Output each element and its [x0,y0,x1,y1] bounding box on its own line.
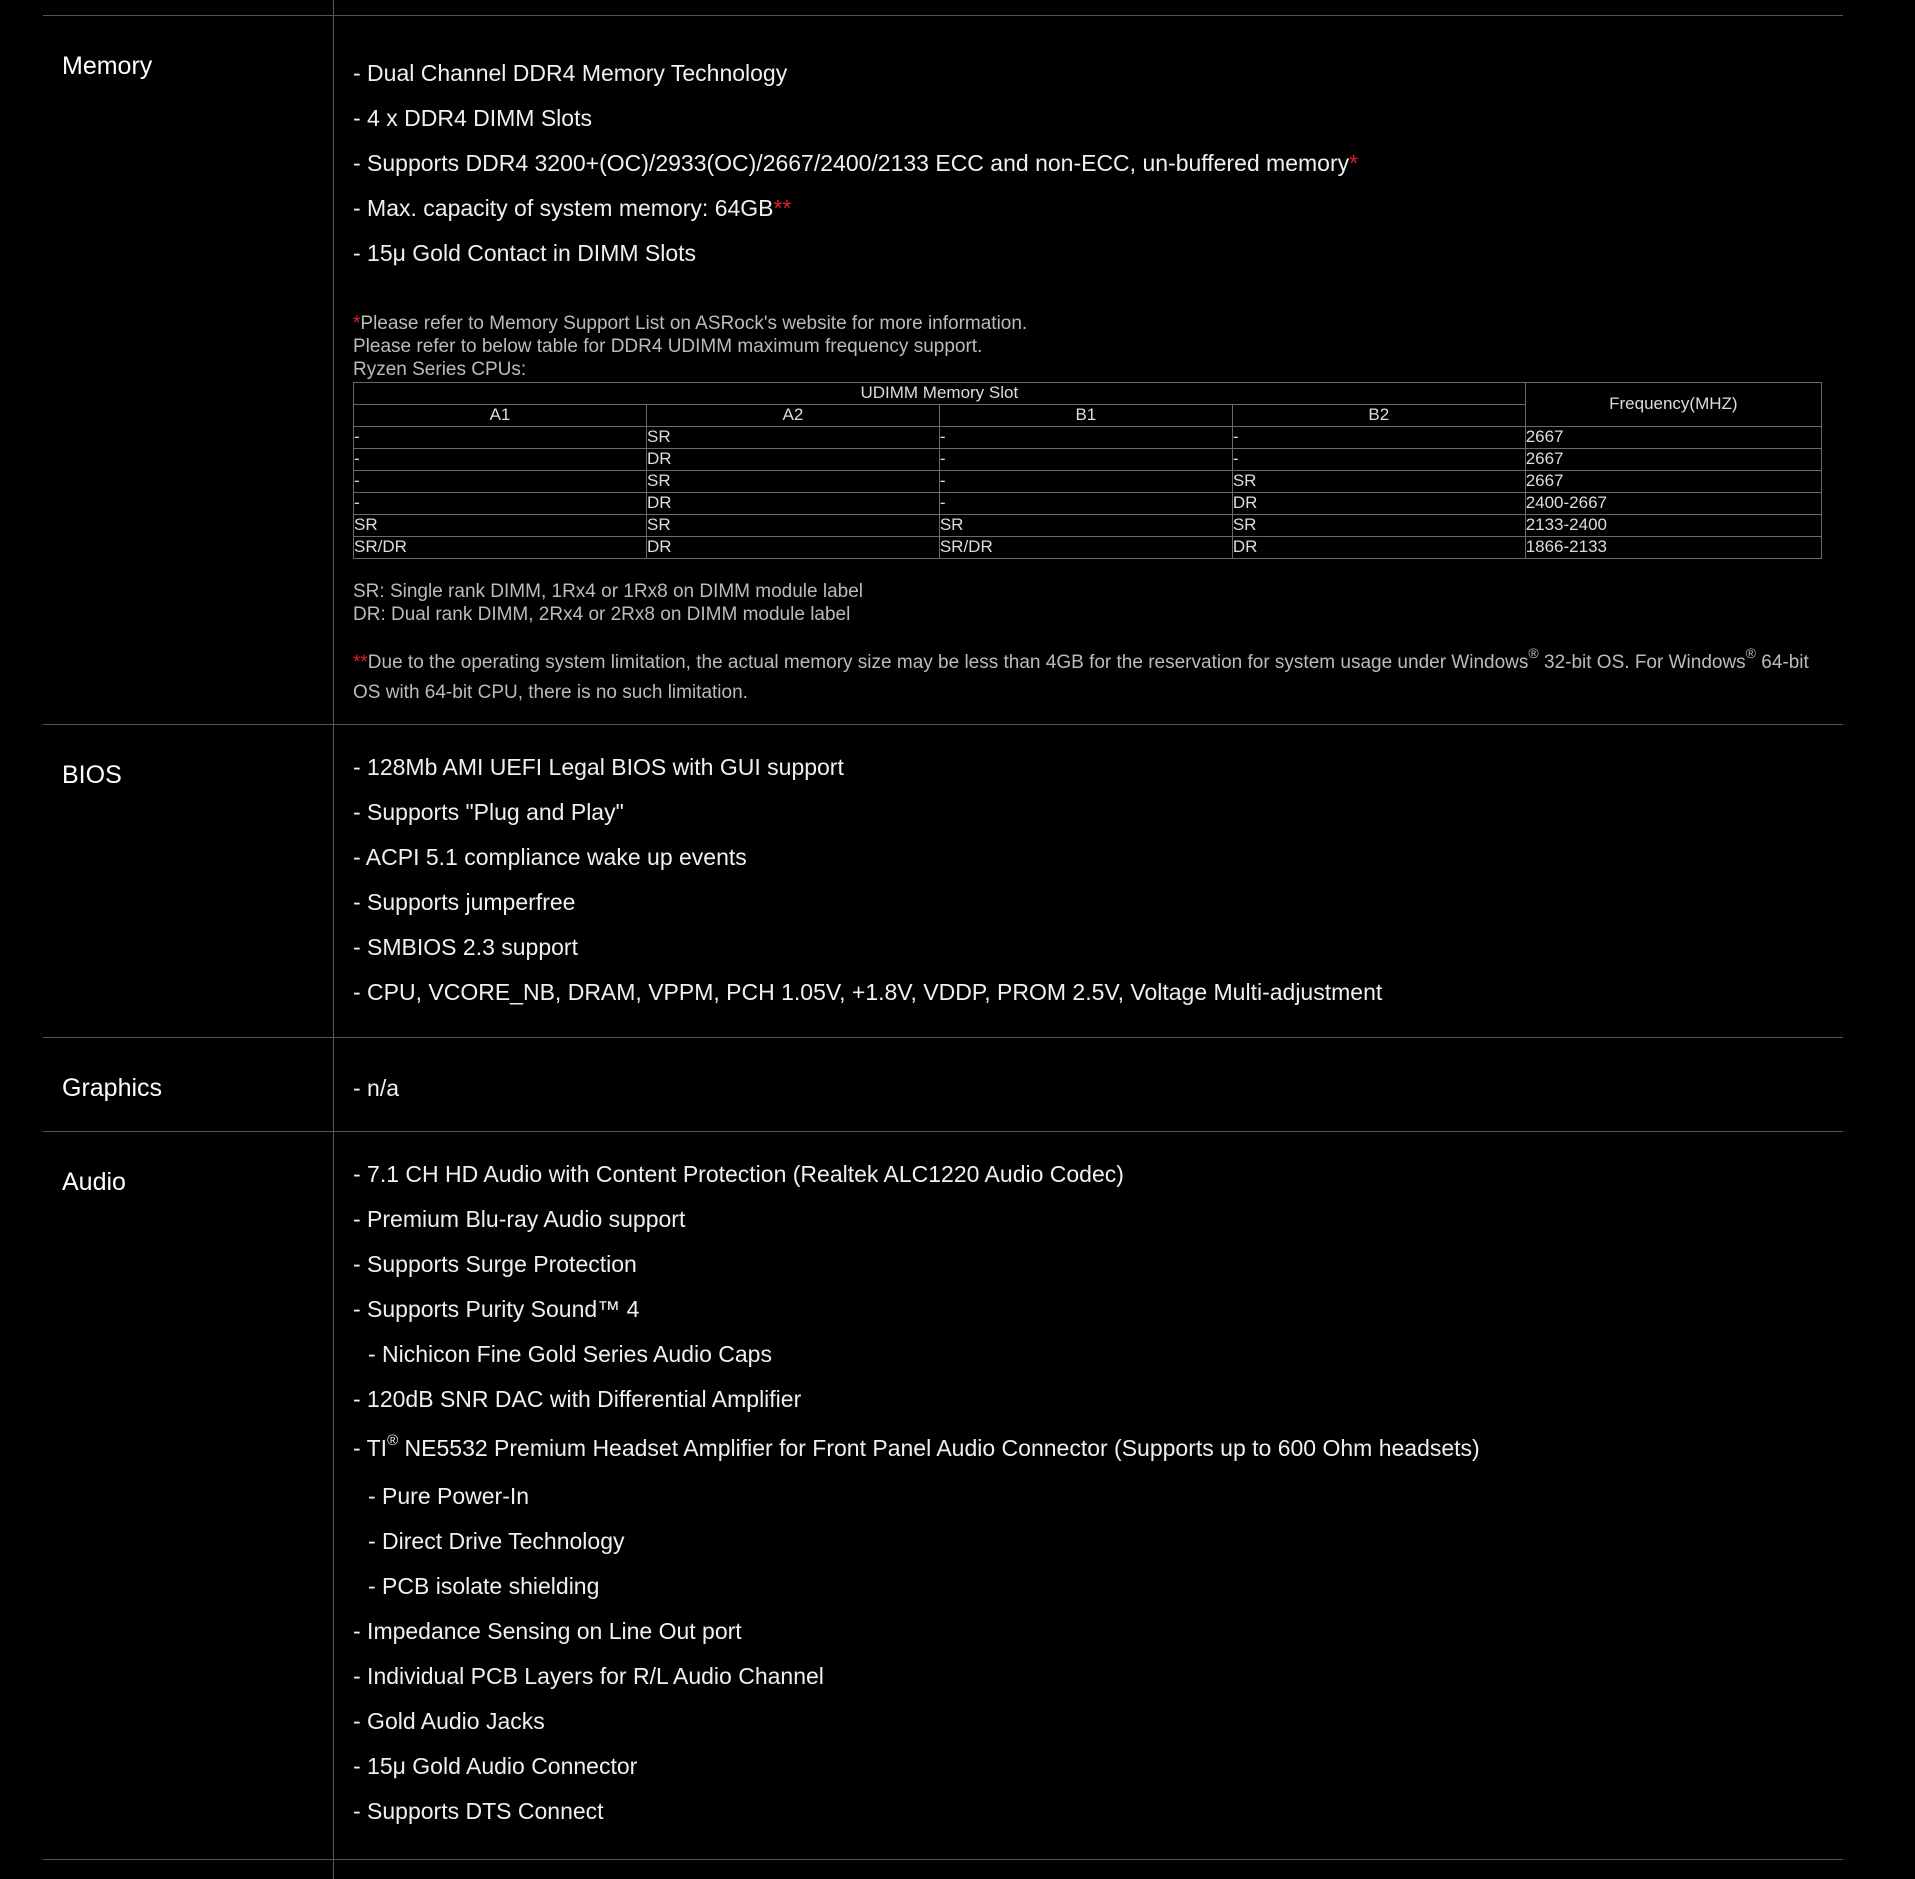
registered-mark: ® [1745,645,1756,662]
udimm-frequency-table [353,382,1822,559]
spec-row-audio [43,1131,1843,1859]
spec-value-memory [334,15,1844,724]
audio-ti-text: - TI [353,1434,388,1461]
udimm-cell: - [939,470,1232,492]
footnote-text: Due to the operating system limitation, the actual memory size may be less than 4GB for the reservation for system usage under Windows [367,651,1529,673]
udimm-frequency-cell: 2667 [1525,426,1821,448]
legend-sr: SR: Single rank DIMM, 1Rx4 or 1Rx8 on DIMM module label [353,580,864,602]
bios-item: - ACPI 5.1 compliance wake up events [353,843,747,870]
udimm-frequency-cell: 2667 [1525,470,1821,492]
bios-label: BIOS [62,760,122,789]
udimm-frequency-cell: 2667 [1525,448,1821,470]
registered-mark: ® [1528,645,1539,662]
spec-label-empty [43,0,334,15]
udimm-frequency-cell: 2133-2400 [1525,514,1821,536]
memory-label: Memory [62,51,153,80]
memory-item-supports [353,141,1823,186]
udimm-row [354,514,1822,536]
double-asterisk-mark: ** [353,651,368,673]
memory-items [353,16,1823,276]
udimm-cell: SR [1232,514,1525,536]
bios-item: - 128Mb AMI UEFI Legal BIOS with GUI support [353,753,844,780]
memory-supports-text: - Supports DDR4 3200+(OC)/2933(OC)/2667/2400/2133 ECC and non-ECC, un-buffered memory [353,149,1350,176]
audio-item: - Individual PCB Layers for R/L Audio Channel [353,1662,824,1689]
udimm-cell: SR [354,514,647,536]
udimm-row [354,492,1822,514]
udimm-cell: SR [646,426,939,448]
spec-table [43,0,1843,1879]
memory-item-capacity [353,186,1823,231]
bios-item: - Supports "Plug and Play" [353,798,624,825]
audio-ti-text: NE5532 Premium Headset Amplifier for Front Panel Audio Connector (Supports up to 600 Ohm headsets) [398,1434,1480,1461]
udimm-slot-header: B2 [1232,404,1525,426]
audio-items [353,1132,1823,1859]
audio-sub-item: - Nichicon Fine Gold Series Audio Caps [368,1340,772,1367]
spec-row-memory [43,15,1843,724]
spec-value-bios [334,724,1844,1037]
footnote-text: 64-bit OS with 64-bit CPU, there is no such limitation. [353,651,1809,703]
asterisk-mark: * [1349,149,1359,176]
udimm-cell: - [1232,448,1525,470]
udimm-group-header: UDIMM Memory Slot [354,382,1526,404]
audio-sub-item: - Pure Power-In [368,1482,530,1509]
spec-value-graphics [334,1037,1844,1131]
audio-label: Audio [62,1167,126,1196]
spec-row-top-spacer [43,0,1843,15]
memory-item: - Dual Channel DDR4 Memory Technology [353,59,788,86]
udimm-row [354,536,1822,558]
audio-item-ti [353,1422,1823,1474]
audio-item: - 7.1 CH HD Audio with Content Protection (Realtek ALC1220 Audio Codec) [353,1160,1124,1187]
audio-item: - Gold Audio Jacks [353,1707,545,1734]
udimm-frequency-cell: 1866-2133 [1525,536,1821,558]
udimm-cell: - [939,448,1232,470]
udimm-slot-header: A2 [646,404,939,426]
udimm-cell: - [354,492,647,514]
memory-note-line: Please refer to below table for DDR4 UDIMM maximum frequency support. [353,335,983,357]
memory-item: - 4 x DDR4 DIMM Slots [353,104,592,131]
audio-item: - Impedance Sensing on Line Out port [353,1617,742,1644]
spec-label-empty [43,1859,334,1879]
udimm-cell: DR [1232,536,1525,558]
graphics-label: Graphics [62,1073,163,1102]
memory-footnote [353,645,1823,724]
bios-item: - CPU, VCORE_NB, DRAM, VPPM, PCH 1.05V, +1.8V, VDDP, PROM 2.5V, Voltage Multi-adjustment [353,978,1383,1005]
audio-item: - 120dB SNR DAC with Differential Amplifier [353,1385,802,1412]
memory-item: - 15μ Gold Contact in DIMM Slots [353,239,697,266]
spec-value-empty [334,0,1844,15]
memory-note-text: Please refer to Memory Support List on ASRock's website for more information. [360,312,1028,334]
audio-item: - Supports Surge Protection [353,1250,637,1277]
udimm-cell: - [354,448,647,470]
bios-item: - Supports jumperfree [353,888,576,915]
bios-item: - SMBIOS 2.3 support [353,933,578,960]
udimm-cell: DR [1232,492,1525,514]
udimm-cell: - [939,492,1232,514]
spec-row-bios [43,724,1843,1037]
audio-item: - Premium Blu-ray Audio support [353,1205,686,1232]
audio-item: - 15μ Gold Audio Connector [353,1752,638,1779]
udimm-cell: DR [646,492,939,514]
spec-label-graphics [43,1037,334,1131]
udimm-cell: SR/DR [939,536,1232,558]
bios-items [353,725,1823,1037]
udimm-slot-header: B1 [939,404,1232,426]
udimm-cell: SR/DR [354,536,647,558]
udimm-header-row [354,382,1822,404]
spec-row-graphics [43,1037,1843,1131]
graphics-items [353,1038,1823,1131]
spec-value-audio [334,1131,1844,1859]
legend-dr: DR: Dual rank DIMM, 2Rx4 or 2Rx8 on DIMM module label [353,603,851,625]
spec-label-memory [43,15,334,724]
spec-value-empty [334,1859,1844,1879]
audio-item: - Supports Purity Sound™ 4 [353,1295,640,1322]
udimm-row [354,426,1822,448]
udimm-cell: DR [646,448,939,470]
memory-note-line [353,312,1823,335]
audio-sub-item: - PCB isolate shielding [368,1572,600,1599]
spec-label-audio [43,1131,334,1859]
udimm-cell: - [354,426,647,448]
audio-item: - Supports DTS Connect [353,1797,604,1824]
registered-mark: ® [387,1431,399,1449]
udimm-frequency-cell: 2400-2667 [1525,492,1821,514]
udimm-cell: DR [646,536,939,558]
udimm-cell: - [354,470,647,492]
udimm-cell: - [1232,426,1525,448]
udimm-row [354,448,1822,470]
spec-row-bottom-spacer [43,1859,1843,1879]
rank-legend [353,580,1823,626]
udimm-cell: SR [1232,470,1525,492]
udimm-row [354,470,1822,492]
memory-notes [353,312,1823,381]
memory-note-line: Ryzen Series CPUs: [353,358,527,380]
graphics-item: - n/a [353,1074,400,1101]
spec-label-bios [43,724,334,1037]
udimm-cell: SR [939,514,1232,536]
udimm-frequency-header: Frequency(MHZ) [1525,382,1821,426]
footnote-text: 32-bit OS. For Windows [1538,651,1746,673]
udimm-cell: SR [646,514,939,536]
udimm-cell: SR [646,470,939,492]
double-asterisk-mark: ** [773,194,792,221]
audio-sub-item: - Direct Drive Technology [368,1527,625,1554]
asterisk-mark: * [353,312,361,334]
memory-capacity-text: - Max. capacity of system memory: 64GB [353,194,774,221]
udimm-cell: - [939,426,1232,448]
udimm-slot-header: A1 [354,404,647,426]
